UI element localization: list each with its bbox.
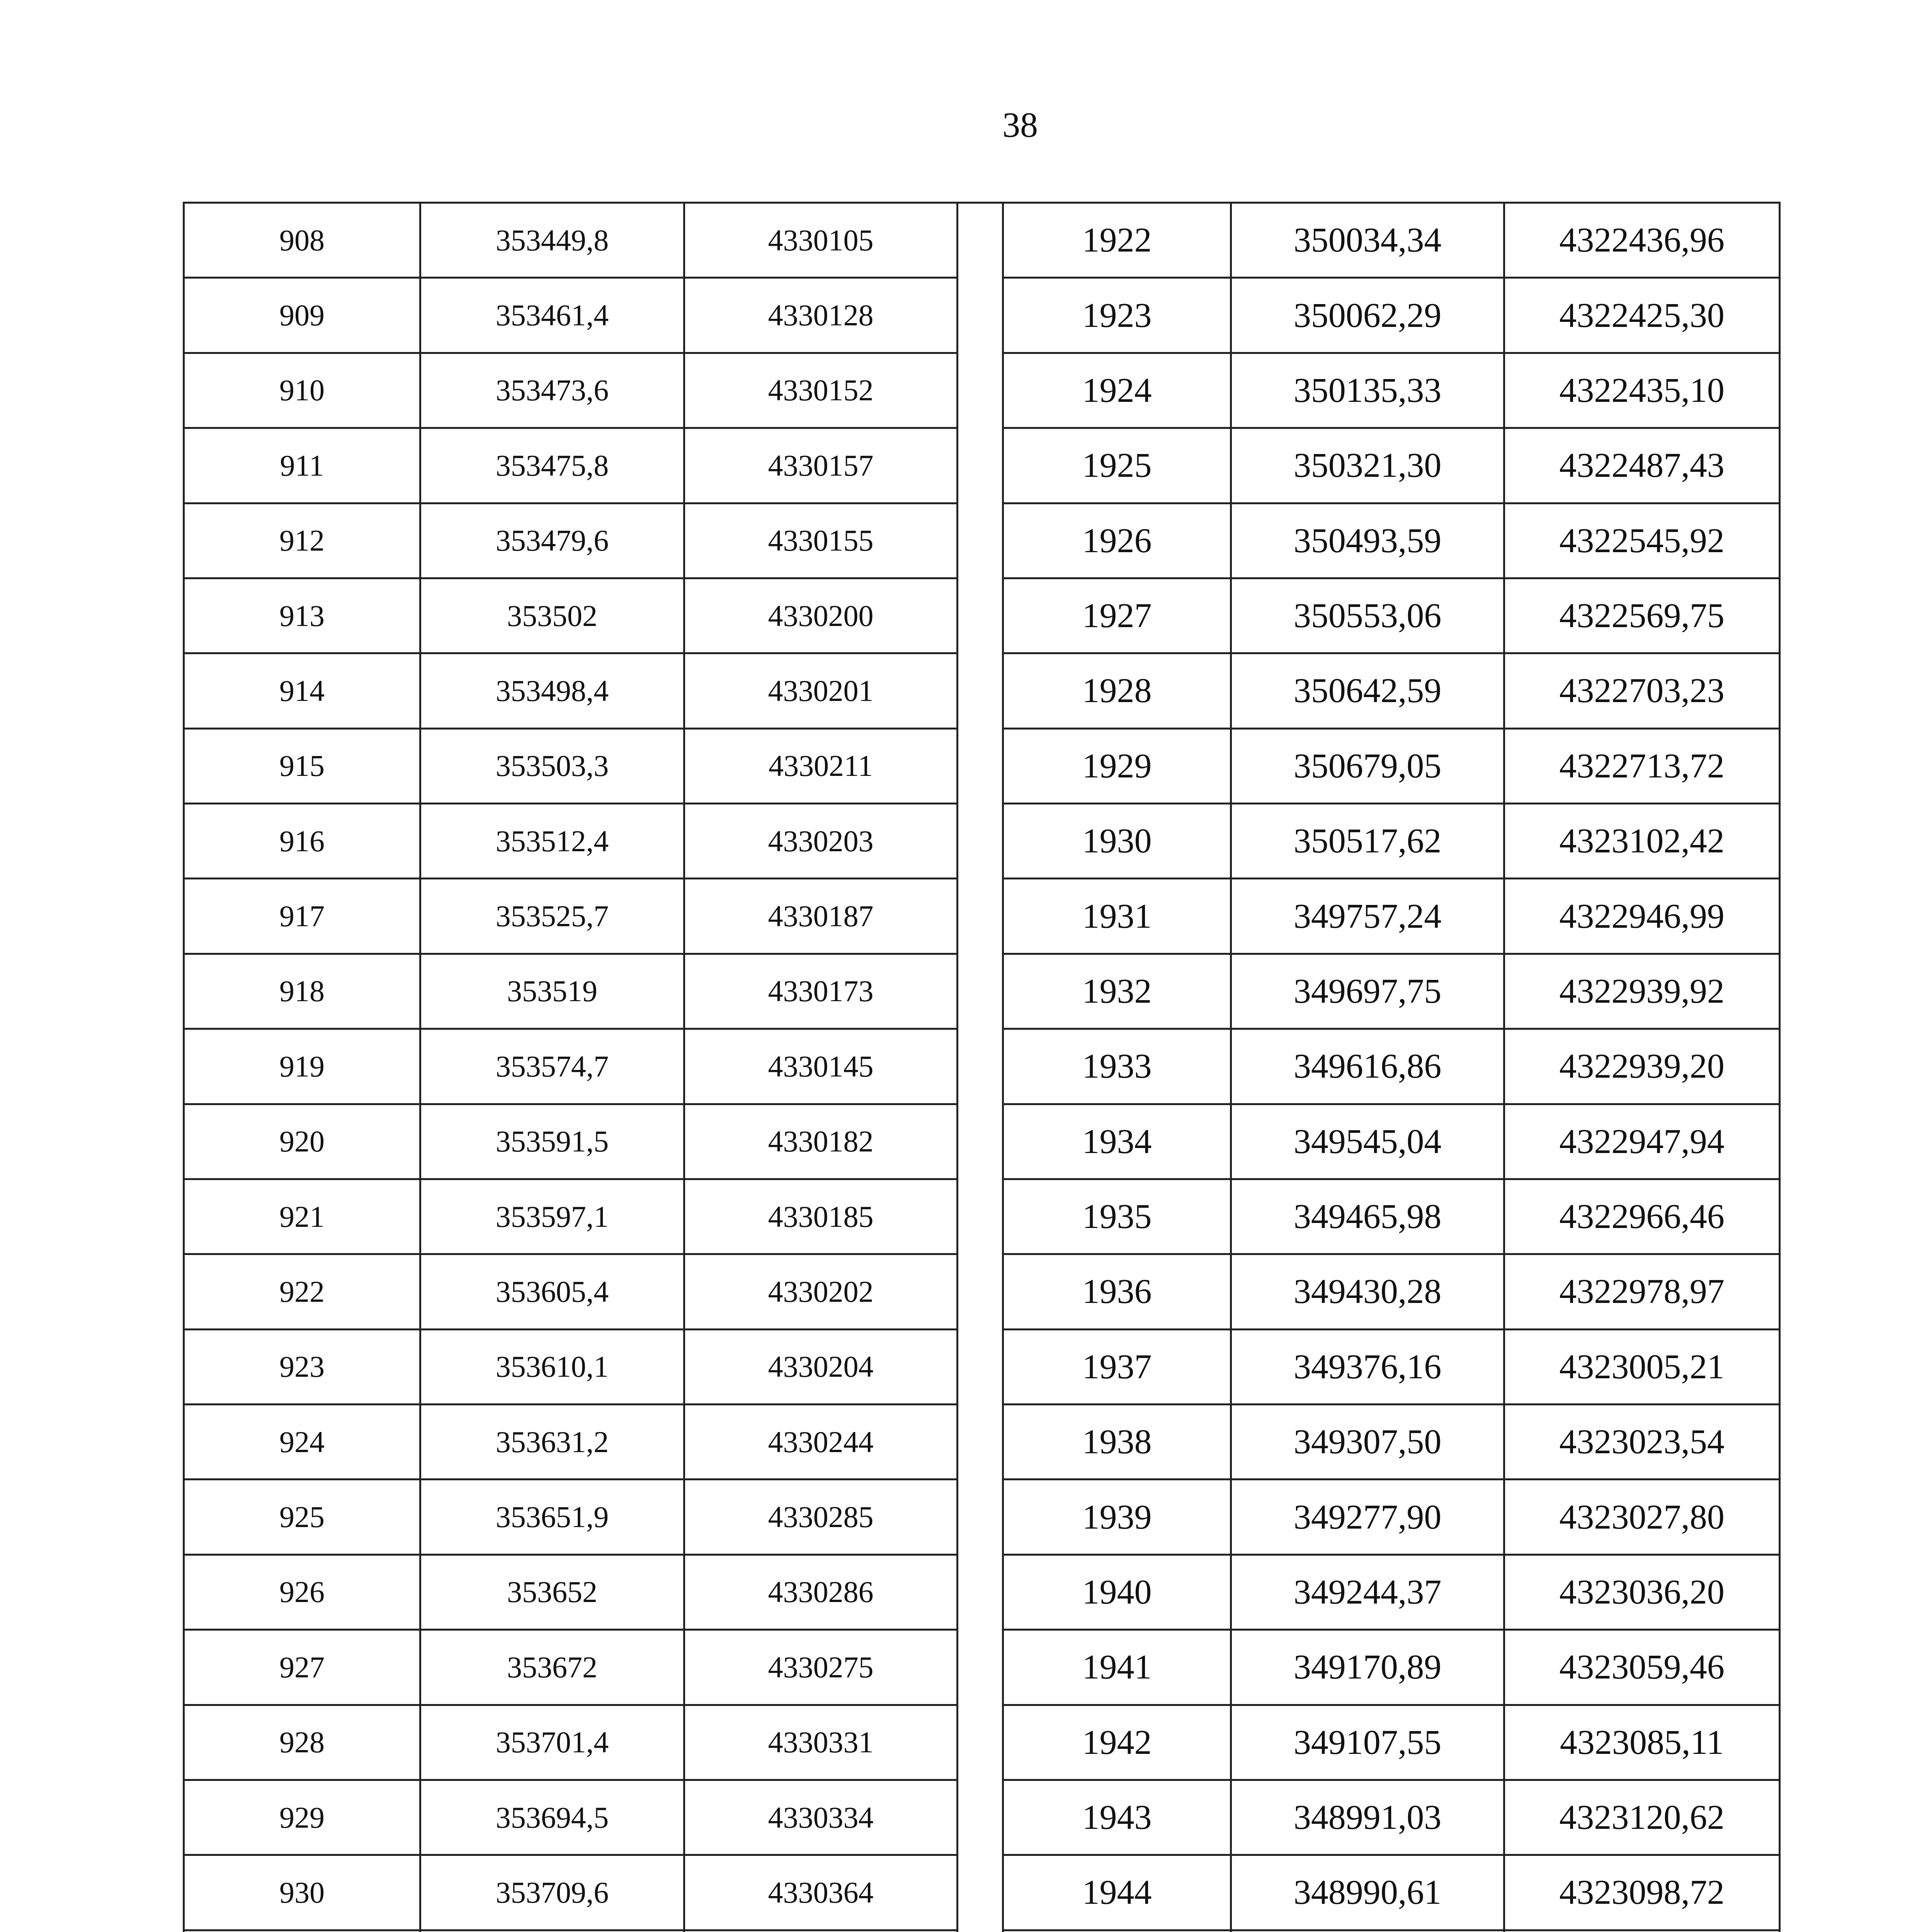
right-point-number-cell: 1939 [1003, 1480, 1231, 1554]
right-y-coordinate-cell: 4322545,92 [1504, 503, 1780, 578]
table-row [184, 428, 1780, 503]
column-gap [958, 1480, 1003, 1554]
table-row [184, 1179, 1780, 1254]
left-x-coordinate-cell: 353512,4 [420, 804, 684, 879]
left-x-coordinate-cell: 353502 [420, 578, 684, 653]
right-x-coordinate-cell: 350679,05 [1231, 728, 1504, 803]
left-point-number-cell: 923 [184, 1329, 420, 1404]
page-number: 38 [1002, 105, 1038, 145]
right-x-coordinate-cell: 350062,29 [1231, 278, 1504, 353]
left-point-number-cell: 913 [184, 578, 420, 653]
left-y-coordinate-cell: 4330286 [684, 1554, 958, 1629]
right-x-coordinate-cell: 348990,61 [1231, 1855, 1504, 1930]
left-x-coordinate-cell: 353475,8 [420, 428, 684, 503]
right-x-coordinate-cell: 350321,30 [1231, 428, 1504, 503]
right-point-number-cell: 1935 [1003, 1179, 1231, 1254]
left-x-coordinate-cell: 353631,2 [420, 1405, 684, 1480]
left-y-coordinate-cell: 4330204 [684, 1329, 958, 1404]
right-y-coordinate-cell: 4323120,62 [1504, 1780, 1780, 1855]
left-x-coordinate-cell: 353449,8 [420, 203, 684, 278]
right-y-coordinate-cell: 4322713,72 [1504, 728, 1780, 803]
column-gap [958, 1630, 1003, 1705]
column-gap [958, 353, 1003, 428]
right-y-coordinate-cell: 4323098,72 [1504, 1855, 1780, 1930]
table-row [184, 1480, 1780, 1554]
right-y-coordinate-cell: 4322939,92 [1504, 954, 1780, 1029]
right-point-number-cell: 1941 [1003, 1630, 1231, 1705]
table-row [184, 203, 1780, 278]
left-y-coordinate-cell: 4330331 [684, 1705, 958, 1780]
table-row [184, 1630, 1780, 1705]
left-x-coordinate-cell: 353519 [420, 954, 684, 1029]
right-point-number-cell: 1927 [1003, 578, 1231, 653]
left-y-coordinate-cell: 4330200 [684, 578, 958, 653]
right-point-number-cell: 1926 [1003, 503, 1231, 578]
column-gap [958, 1104, 1003, 1179]
right-point-number-cell: 1931 [1003, 879, 1231, 954]
left-point-number-cell: 922 [184, 1254, 420, 1329]
right-point-number-cell: 1944 [1003, 1855, 1231, 1930]
column-gap [958, 578, 1003, 653]
left-y-coordinate-cell [684, 1930, 958, 1932]
left-point-number-cell: 908 [184, 203, 420, 278]
left-point-number-cell: 921 [184, 1179, 420, 1254]
right-point-number-cell: 1934 [1003, 1104, 1231, 1179]
left-point-number-cell: 917 [184, 879, 420, 954]
column-gap [958, 653, 1003, 728]
right-y-coordinate-cell: 4323023,54 [1504, 1405, 1780, 1480]
column-gap [958, 503, 1003, 578]
right-y-coordinate-cell: 4322703,23 [1504, 653, 1780, 728]
column-gap [958, 278, 1003, 353]
left-y-coordinate-cell: 4330201 [684, 653, 958, 728]
right-x-coordinate-cell: 349545,04 [1231, 1104, 1504, 1179]
right-point-number-cell: 1942 [1003, 1705, 1231, 1780]
left-y-coordinate-cell: 4330202 [684, 1254, 958, 1329]
right-y-coordinate-cell: 4323036,20 [1504, 1554, 1780, 1629]
right-y-coordinate-cell: 4323005,21 [1504, 1329, 1780, 1404]
right-x-coordinate-cell: 349170,89 [1231, 1630, 1504, 1705]
right-point-number-cell [1003, 1930, 1231, 1932]
left-point-number-cell [184, 1930, 420, 1932]
left-x-coordinate-cell: 353709,6 [420, 1855, 684, 1930]
right-point-number-cell: 1937 [1003, 1329, 1231, 1404]
left-x-coordinate-cell: 353701,4 [420, 1705, 684, 1780]
right-y-coordinate-cell [1504, 1930, 1780, 1932]
right-x-coordinate-cell: 349697,75 [1231, 954, 1504, 1029]
table-row [184, 278, 1780, 353]
left-point-number-cell: 929 [184, 1780, 420, 1855]
left-x-coordinate-cell: 353479,6 [420, 503, 684, 578]
right-x-coordinate-cell: 350135,33 [1231, 353, 1504, 428]
table-row [184, 1029, 1780, 1104]
right-point-number-cell: 1943 [1003, 1780, 1231, 1855]
table-row [184, 879, 1780, 954]
left-y-coordinate-cell: 4330145 [684, 1029, 958, 1104]
right-y-coordinate-cell: 4322487,43 [1504, 428, 1780, 503]
left-point-number-cell: 916 [184, 804, 420, 879]
right-x-coordinate-cell: 350553,06 [1231, 578, 1504, 653]
left-point-number-cell: 909 [184, 278, 420, 353]
left-y-coordinate-cell: 4330128 [684, 278, 958, 353]
table-row [184, 653, 1780, 728]
left-x-coordinate-cell: 353652 [420, 1554, 684, 1629]
left-y-coordinate-cell: 4330364 [684, 1855, 958, 1930]
right-x-coordinate-cell [1231, 1930, 1504, 1932]
table-row [184, 1780, 1780, 1855]
right-point-number-cell: 1930 [1003, 804, 1231, 879]
right-point-number-cell: 1923 [1003, 278, 1231, 353]
left-x-coordinate-cell: 353574,7 [420, 1029, 684, 1104]
right-point-number-cell: 1938 [1003, 1405, 1231, 1480]
table-row [184, 804, 1780, 879]
column-gap [958, 203, 1003, 278]
left-y-coordinate-cell: 4330275 [684, 1630, 958, 1705]
coordinates-table-body [184, 203, 1780, 1932]
right-y-coordinate-cell: 4322425,30 [1504, 278, 1780, 353]
right-y-coordinate-cell: 4323085,11 [1504, 1705, 1780, 1780]
left-x-coordinate-cell: 353672 [420, 1630, 684, 1705]
left-point-number-cell: 910 [184, 353, 420, 428]
right-point-number-cell: 1924 [1003, 353, 1231, 428]
column-gap [958, 1705, 1003, 1780]
right-y-coordinate-cell: 4322436,96 [1504, 203, 1780, 278]
left-x-coordinate-cell [420, 1930, 684, 1932]
left-point-number-cell: 918 [184, 954, 420, 1029]
left-point-number-cell: 912 [184, 503, 420, 578]
right-x-coordinate-cell: 349616,86 [1231, 1029, 1504, 1104]
table-row [184, 1705, 1780, 1780]
right-x-coordinate-cell: 349307,50 [1231, 1405, 1504, 1480]
column-gap [958, 1855, 1003, 1930]
coordinates-table [183, 202, 1781, 1932]
left-x-coordinate-cell: 353694,5 [420, 1780, 684, 1855]
table-row [184, 1405, 1780, 1480]
column-gap [958, 728, 1003, 803]
left-x-coordinate-cell: 353610,1 [420, 1329, 684, 1404]
right-x-coordinate-cell: 350034,34 [1231, 203, 1504, 278]
right-x-coordinate-cell: 350517,62 [1231, 804, 1504, 879]
right-y-coordinate-cell: 4322939,20 [1504, 1029, 1780, 1104]
right-x-coordinate-cell: 349465,98 [1231, 1179, 1504, 1254]
right-x-coordinate-cell: 349107,55 [1231, 1705, 1504, 1780]
table-row [184, 503, 1780, 578]
table-row [184, 1104, 1780, 1179]
right-y-coordinate-cell: 4322946,99 [1504, 879, 1780, 954]
right-y-coordinate-cell: 4322947,94 [1504, 1104, 1780, 1179]
column-gap [958, 1329, 1003, 1404]
table-row [184, 1554, 1780, 1629]
column-gap [958, 1029, 1003, 1104]
left-y-coordinate-cell: 4330203 [684, 804, 958, 879]
left-point-number-cell: 920 [184, 1104, 420, 1179]
right-y-coordinate-cell: 4322978,97 [1504, 1254, 1780, 1329]
right-point-number-cell: 1932 [1003, 954, 1231, 1029]
left-y-coordinate-cell: 4330182 [684, 1104, 958, 1179]
left-y-coordinate-cell: 4330244 [684, 1405, 958, 1480]
column-gap [958, 1780, 1003, 1855]
right-point-number-cell: 1940 [1003, 1554, 1231, 1629]
right-point-number-cell: 1925 [1003, 428, 1231, 503]
right-x-coordinate-cell: 349430,28 [1231, 1254, 1504, 1329]
left-y-coordinate-cell: 4330152 [684, 353, 958, 428]
right-x-coordinate-cell: 349244,37 [1231, 1554, 1504, 1629]
column-gap [958, 1254, 1003, 1329]
right-y-coordinate-cell: 4322569,75 [1504, 578, 1780, 653]
table-row [184, 578, 1780, 653]
right-x-coordinate-cell: 350493,59 [1231, 503, 1504, 578]
right-point-number-cell: 1933 [1003, 1029, 1231, 1104]
column-gap [958, 804, 1003, 879]
left-x-coordinate-cell: 353461,4 [420, 278, 684, 353]
left-y-coordinate-cell: 4330334 [684, 1780, 958, 1855]
column-gap [958, 1930, 1003, 1932]
left-x-coordinate-cell: 353498,4 [420, 653, 684, 728]
left-x-coordinate-cell: 353605,4 [420, 1254, 684, 1329]
column-gap [958, 1405, 1003, 1480]
left-y-coordinate-cell: 4330157 [684, 428, 958, 503]
left-x-coordinate-cell: 353591,5 [420, 1104, 684, 1179]
left-point-number-cell: 925 [184, 1480, 420, 1554]
column-gap [958, 879, 1003, 954]
column-gap [958, 1554, 1003, 1629]
table-row [184, 954, 1780, 1029]
right-x-coordinate-cell: 350642,59 [1231, 653, 1504, 728]
right-x-coordinate-cell: 349757,24 [1231, 879, 1504, 954]
table-row [184, 1930, 1780, 1932]
left-point-number-cell: 915 [184, 728, 420, 803]
table-row [184, 1855, 1780, 1930]
left-y-coordinate-cell: 4330285 [684, 1480, 958, 1554]
right-x-coordinate-cell: 349277,90 [1231, 1480, 1504, 1554]
left-y-coordinate-cell: 4330155 [684, 503, 958, 578]
left-point-number-cell: 928 [184, 1705, 420, 1780]
left-y-coordinate-cell: 4330185 [684, 1179, 958, 1254]
left-point-number-cell: 924 [184, 1405, 420, 1480]
left-point-number-cell: 911 [184, 428, 420, 503]
left-x-coordinate-cell: 353525,7 [420, 879, 684, 954]
left-y-coordinate-cell: 4330211 [684, 728, 958, 803]
left-point-number-cell: 914 [184, 653, 420, 728]
left-point-number-cell: 926 [184, 1554, 420, 1629]
right-y-coordinate-cell: 4322435,10 [1504, 353, 1780, 428]
left-x-coordinate-cell: 353597,1 [420, 1179, 684, 1254]
right-x-coordinate-cell: 349376,16 [1231, 1329, 1504, 1404]
left-y-coordinate-cell: 4330187 [684, 879, 958, 954]
table-row [184, 1254, 1780, 1329]
left-point-number-cell: 919 [184, 1029, 420, 1104]
left-x-coordinate-cell: 353503,3 [420, 728, 684, 803]
left-point-number-cell: 927 [184, 1630, 420, 1705]
table-row [184, 1329, 1780, 1404]
right-y-coordinate-cell: 4322966,46 [1504, 1179, 1780, 1254]
right-point-number-cell: 1929 [1003, 728, 1231, 803]
table-row [184, 728, 1780, 803]
right-y-coordinate-cell: 4323102,42 [1504, 804, 1780, 879]
right-point-number-cell: 1936 [1003, 1254, 1231, 1329]
left-y-coordinate-cell: 4330105 [684, 203, 958, 278]
left-x-coordinate-cell: 353473,6 [420, 353, 684, 428]
left-y-coordinate-cell: 4330173 [684, 954, 958, 1029]
left-point-number-cell: 930 [184, 1855, 420, 1930]
column-gap [958, 954, 1003, 1029]
column-gap [958, 428, 1003, 503]
table-row [184, 353, 1780, 428]
right-point-number-cell: 1922 [1003, 203, 1231, 278]
right-x-coordinate-cell: 348991,03 [1231, 1780, 1504, 1855]
right-y-coordinate-cell: 4323059,46 [1504, 1630, 1780, 1705]
left-x-coordinate-cell: 353651,9 [420, 1480, 684, 1554]
right-y-coordinate-cell: 4323027,80 [1504, 1480, 1780, 1554]
column-gap [958, 1179, 1003, 1254]
right-point-number-cell: 1928 [1003, 653, 1231, 728]
